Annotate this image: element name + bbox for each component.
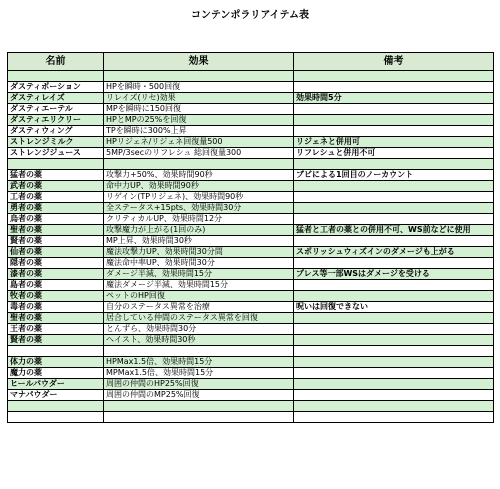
cell-note xyxy=(294,181,494,192)
cell-note: 効果時間5分 xyxy=(294,93,494,104)
cell-name xyxy=(8,159,104,170)
table-row xyxy=(8,148,494,159)
cell-effect: HPを瞬時・500回復 xyxy=(104,82,294,93)
cell-effect: 魔法攻撃力UP、効果時間30分間 xyxy=(104,247,294,258)
cell-effect xyxy=(104,159,294,170)
table-row xyxy=(8,324,494,335)
column-header-note: 備考 xyxy=(294,53,494,71)
table-row xyxy=(8,159,494,170)
cell-name: 魔力の薬 xyxy=(8,368,104,379)
cell-name: 仙者の薬 xyxy=(8,247,104,258)
cell-name: ダスティエーテル xyxy=(8,104,104,115)
cell-effect: HPとMPの25%を回復 xyxy=(104,115,294,126)
cell-effect: とんずら、効果時間30分 xyxy=(104,324,294,335)
cell-note xyxy=(294,379,494,390)
cell-note xyxy=(294,412,494,423)
cell-name: 王者の薬 xyxy=(8,324,104,335)
cell-name: 工者の薬 xyxy=(8,192,104,203)
column-header-name: 名前 xyxy=(8,53,104,71)
table-row xyxy=(8,357,494,368)
cell-note xyxy=(294,82,494,93)
cell-name xyxy=(8,401,104,412)
table-row xyxy=(8,236,494,247)
cell-effect: HPリジェネ/リジェネ回復量500 xyxy=(104,137,294,148)
cell-name: ダスティウィング xyxy=(8,126,104,137)
cell-name: ダスティエリクリー xyxy=(8,115,104,126)
table-row xyxy=(8,346,494,357)
table-header-row xyxy=(8,53,494,71)
cell-name: 烏者の薬 xyxy=(8,214,104,225)
cell-name: 牧者の薬 xyxy=(8,291,104,302)
cell-effect: ヘイスト、効果時間30秒 xyxy=(104,335,294,346)
table-row xyxy=(8,247,494,258)
page-title: コンテンポラリアイテム表 xyxy=(190,10,310,21)
cell-note xyxy=(294,203,494,214)
table-row xyxy=(8,71,494,82)
table-row xyxy=(8,170,494,181)
cell-effect: 周囲の仲間のHP25%回復 xyxy=(104,379,294,390)
cell-name: 武者の薬 xyxy=(8,181,104,192)
table-row xyxy=(8,192,494,203)
table-row xyxy=(8,115,494,126)
cell-note xyxy=(294,115,494,126)
cell-name xyxy=(8,71,104,82)
cell-note xyxy=(294,390,494,401)
table-row xyxy=(8,137,494,148)
table-row xyxy=(8,390,494,401)
cell-effect: ダメージ半減、効果時間15分 xyxy=(104,269,294,280)
cell-effect: 攻撃魔力が上がる(1回のみ) xyxy=(104,225,294,236)
cell-note: リジェネと併用可 xyxy=(294,137,494,148)
cell-name: 賢者の薬 xyxy=(8,335,104,346)
cell-note xyxy=(294,324,494,335)
table-row xyxy=(8,93,494,104)
cell-effect: ペットのHP回復 xyxy=(104,291,294,302)
cell-name: ダスティポーション xyxy=(8,82,104,93)
cell-effect: 周囲の仲間のMP25%回復 xyxy=(104,390,294,401)
cell-name: ストレンジミルク xyxy=(8,137,104,148)
cell-effect: クリティカルUP、効果時間12分 xyxy=(104,214,294,225)
table-row xyxy=(8,368,494,379)
cell-effect: 5MP/3secのリフレシュ 総回復量300 xyxy=(104,148,294,159)
cell-note xyxy=(294,126,494,137)
cell-note xyxy=(294,346,494,357)
cell-effect: 魔法命中率UP、効果時間30分 xyxy=(104,258,294,269)
table-row xyxy=(8,82,494,93)
cell-note: リフレシュと併用不可 xyxy=(294,148,494,159)
cell-note xyxy=(294,313,494,324)
cell-note xyxy=(294,214,494,225)
cell-name: ダスティレイズ xyxy=(8,93,104,104)
cell-note xyxy=(294,291,494,302)
table-row xyxy=(8,214,494,225)
cell-name: 賢者の薬 xyxy=(8,236,104,247)
table-row xyxy=(8,269,494,280)
cell-name: 毒者の薬 xyxy=(8,302,104,313)
cell-name: マナパウダー xyxy=(8,390,104,401)
table-row xyxy=(8,126,494,137)
table-row xyxy=(8,225,494,236)
cell-effect: TPを瞬時に300%上昇 xyxy=(104,126,294,137)
cell-effect: 居合している仲間のステータス異常を回復 xyxy=(104,313,294,324)
cell-effect: 命中力UP、効果時間90秒 xyxy=(104,181,294,192)
table-row xyxy=(8,280,494,291)
cell-note xyxy=(294,335,494,346)
cell-note xyxy=(294,357,494,368)
cell-note: ブビによる1回目のノーカウント xyxy=(294,170,494,181)
cell-effect xyxy=(104,412,294,423)
table-body xyxy=(8,71,494,423)
cell-effect: HPMax1.5倍、効果時間15分 xyxy=(104,357,294,368)
cell-name xyxy=(8,346,104,357)
table-row xyxy=(8,302,494,313)
cell-name: 隠者の薬 xyxy=(8,258,104,269)
cell-effect xyxy=(104,71,294,82)
cell-note xyxy=(294,401,494,412)
cell-note xyxy=(294,236,494,247)
cell-effect: 魔法ダメージ半減、効果時間15分 xyxy=(104,280,294,291)
cell-note: スポリッシュウィズインのダメージも上がる xyxy=(294,247,494,258)
column-header-effect: 効果 xyxy=(104,53,294,71)
cell-note xyxy=(294,159,494,170)
item-table xyxy=(7,52,494,423)
cell-name: 猛者の薬 xyxy=(8,170,104,181)
cell-effect: 全ステータス+15pts、効果時間30分 xyxy=(104,203,294,214)
table-row xyxy=(8,412,494,423)
cell-name xyxy=(8,412,104,423)
table-row xyxy=(8,258,494,269)
cell-effect: リゲイン(TPリジェネ)、効果時間90秒 xyxy=(104,192,294,203)
cell-effect: リレイズ(リセ)効果 xyxy=(104,93,294,104)
table-row xyxy=(8,104,494,115)
table-row xyxy=(8,401,494,412)
cell-effect: 自分のステータス異常を治療 xyxy=(104,302,294,313)
table-row xyxy=(8,379,494,390)
cell-note: 呪いは回復できない xyxy=(294,302,494,313)
cell-effect: MP上昇、効果時間30秒 xyxy=(104,236,294,247)
cell-note xyxy=(294,71,494,82)
cell-effect xyxy=(104,346,294,357)
cell-name: 聖者の薬 xyxy=(8,313,104,324)
cell-note: プレス等一部WSはダメージを受ける xyxy=(294,269,494,280)
cell-effect xyxy=(104,401,294,412)
table-row xyxy=(8,313,494,324)
cell-note xyxy=(294,192,494,203)
table-row xyxy=(8,203,494,214)
cell-name: 勇者の薬 xyxy=(8,203,104,214)
cell-name: ストレンジジュース xyxy=(8,148,104,159)
table-row xyxy=(8,335,494,346)
cell-name: ヒールパウダー xyxy=(8,379,104,390)
cell-name: 島者の薬 xyxy=(8,280,104,291)
cell-effect: 攻撃力+50%、効果時間90秒 xyxy=(104,170,294,181)
cell-name: 体力の薬 xyxy=(8,357,104,368)
cell-name: 漆者の薬 xyxy=(8,269,104,280)
cell-note xyxy=(294,258,494,269)
cell-name: 聖者の薬 xyxy=(8,225,104,236)
cell-note xyxy=(294,280,494,291)
table-row xyxy=(8,291,494,302)
table-row xyxy=(8,181,494,192)
cell-note xyxy=(294,368,494,379)
cell-note xyxy=(294,104,494,115)
cell-effect: MPMax1.5倍、効果時間15分 xyxy=(104,368,294,379)
cell-note: 猛者と工者の薬との併用不可、WS前などに使用 xyxy=(294,225,494,236)
cell-effect: MPを瞬時に150回復 xyxy=(104,104,294,115)
